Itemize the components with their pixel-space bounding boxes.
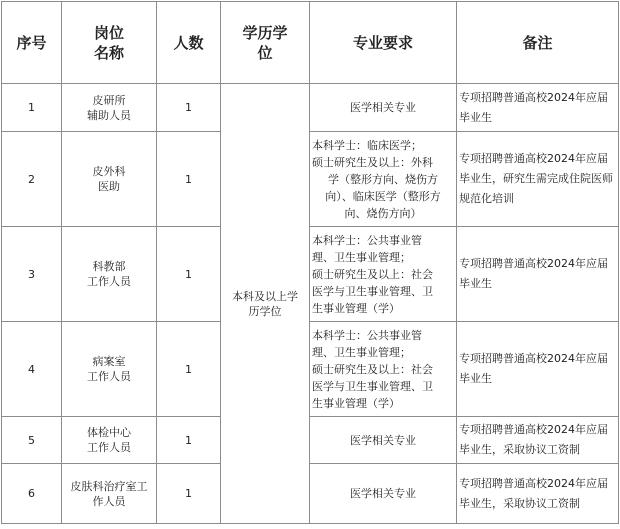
header-seq: 序号	[2, 2, 62, 84]
recruitment-table	[1, 1, 619, 524]
row-count: 1	[157, 227, 221, 322]
header-row	[2, 2, 619, 84]
major-line: 向）、临床医学（整形方	[325, 189, 441, 203]
header-education: 学历学 位	[221, 2, 310, 84]
row-remarks: 专项招聘普通高校2024年应届毕业生，采取协议工资制	[457, 464, 619, 524]
row-major	[310, 322, 457, 417]
row-position: 科教部 工作人员	[62, 227, 157, 322]
row-remarks: 专项招聘普通高校2024年应届毕业生	[457, 322, 619, 417]
row-seq: 5	[2, 417, 62, 464]
major-line: 理、卫生事业管理；	[312, 250, 411, 264]
row-position: 皮研所 辅助人员	[62, 84, 157, 132]
row-seq: 3	[2, 227, 62, 322]
table-row	[2, 132, 619, 227]
table-row	[2, 322, 619, 417]
row-remarks: 专项招聘普通高校2024年应届毕业生	[457, 227, 619, 322]
row-seq: 4	[2, 322, 62, 417]
row-count: 1	[157, 84, 221, 132]
row-major	[310, 417, 457, 464]
major-line: 向、烧伤方向）	[344, 206, 422, 220]
row-count: 1	[157, 322, 221, 417]
row-position: 皮外科 医助	[62, 132, 157, 227]
header-major: 专业要求	[310, 2, 457, 84]
major-line: 生事业管理（学）	[312, 301, 400, 315]
major-line: 生事业管理（学）	[312, 396, 400, 410]
major-line: 医学与卫生事业管理、卫	[312, 379, 433, 393]
major-line: 本科学士：临床医学；	[312, 138, 422, 152]
row-count: 1	[157, 464, 221, 524]
education-requirement: 本科及以上学 历学位	[221, 84, 310, 524]
row-remarks: 专项招聘普通高校2024年应届毕业生，采取协议工资制	[457, 417, 619, 464]
major-line: 医学相关专业	[350, 433, 416, 447]
major-line: 硕士研究生及以上：社会	[312, 362, 433, 376]
row-remarks: 专项招聘普通高校2024年应届毕业生	[457, 84, 619, 132]
major-line: 医学与卫生事业管理、卫	[312, 284, 433, 298]
row-major	[310, 464, 457, 524]
major-line: 硕士研究生及以上：社会	[312, 267, 433, 281]
row-major	[310, 132, 457, 227]
major-line: 学（整形方向、烧伤方	[328, 172, 438, 186]
row-seq: 1	[2, 84, 62, 132]
header-count: 人数	[157, 2, 221, 84]
table-row	[2, 227, 619, 322]
row-major	[310, 227, 457, 322]
table-row	[2, 417, 619, 464]
table-row	[2, 464, 619, 524]
row-position: 皮肤科治疗室工 作人员	[62, 464, 157, 524]
header-position: 岗位 名称	[62, 2, 157, 84]
row-seq: 2	[2, 132, 62, 227]
row-count: 1	[157, 132, 221, 227]
row-remarks: 专项招聘普通高校2024年应届毕业生，研究生需完成住院医师规范化培训	[457, 132, 619, 227]
row-position: 病案室 工作人员	[62, 322, 157, 417]
major-line: 医学相关专业	[350, 101, 416, 114]
major-line: 本科学士：公共事业管	[312, 233, 422, 247]
row-seq: 6	[2, 464, 62, 524]
major-line: 本科学士：公共事业管	[312, 328, 422, 342]
row-major	[310, 84, 457, 132]
major-line: 医学相关专业	[350, 487, 416, 500]
table-row	[2, 84, 619, 132]
major-line: 硕士研究生及以上：外科	[312, 155, 433, 169]
major-line: 理、卫生事业管理；	[312, 345, 411, 359]
row-position: 体检中心 工作人员	[62, 417, 157, 464]
header-remarks: 备注	[457, 2, 619, 84]
row-count: 1	[157, 417, 221, 464]
